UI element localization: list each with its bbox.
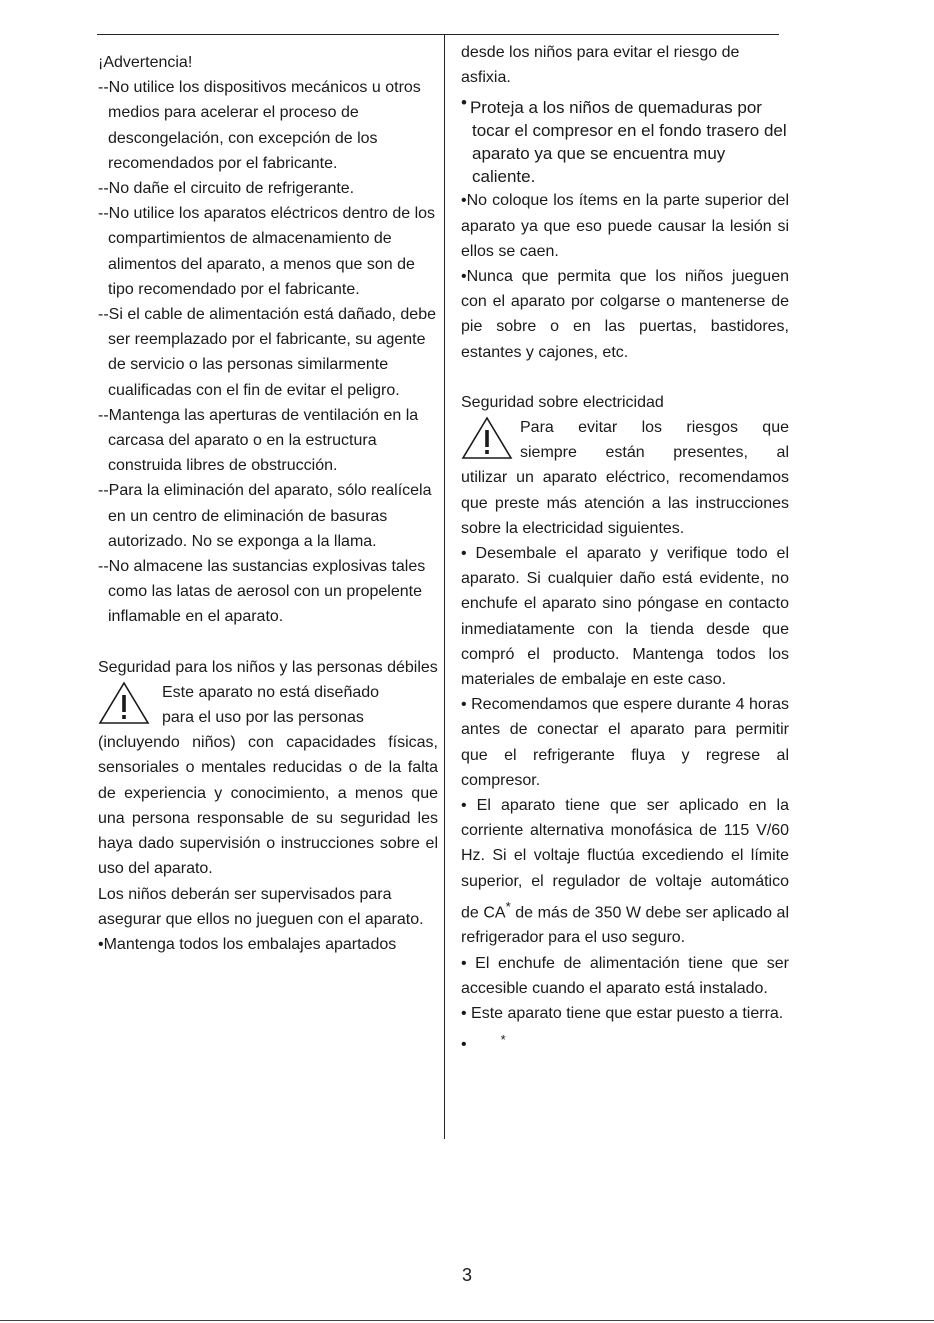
ground-bullet: • Este aparato tiene que estar puesto a tierra. xyxy=(461,1005,784,1023)
warning-triangle-icon xyxy=(98,680,150,726)
children-warning xyxy=(98,680,438,730)
warning-item: --No almacene las sustancias explosivas tales como las latas de aerosol con un propelente inflamable en el aparato. xyxy=(98,558,426,626)
electricity-warning xyxy=(461,415,789,465)
right-column xyxy=(461,40,789,1057)
footnote-star: * xyxy=(500,1032,506,1048)
burn-bullet xyxy=(461,93,789,188)
children-warning-line: Este aparato no está diseñado xyxy=(162,683,380,701)
footnote-star: * xyxy=(505,898,511,914)
warning-item: --Mantenga las aperturas de ventilación en la carcasa del aparato o en la estructura construida libres de obstrucción. xyxy=(98,406,419,475)
no-hang-bullet: •Nunca que permita que los niños jueguen con el aparato por colgarse o mantenerse de pie sobre o en las puertas, bastidores, estantes y cajones, etc. xyxy=(461,268,789,361)
wait-bullet: • Recomendamos que espere durante 4 horas antes de conectar el aparato para permitir que el refrigerante fluya y regrese al compresor. xyxy=(461,696,789,789)
bottom-rule xyxy=(0,1320,934,1321)
children-paragraph: (incluyendo niños) con capacidades físicas, sensoriales o mentales reducidas o de la falta de experiencia y conocimiento, a menos que una persona responsable de su seguridad les haya dado supervisión o instrucciones sobre el uso del aparato. xyxy=(98,734,438,878)
voltage-text: • El aparato tiene que ser aplicado en la corriente alternativa monofásica de 115 V/60 Hz. Si el voltaje fluctúa excediendo el límite superior, el regulador de voltaje automático de CA xyxy=(461,797,789,922)
packaging-continued: desde los niños para evitar el riesgo de asfixia. xyxy=(461,44,740,87)
electricity-warning-line: siempre están presentes, al xyxy=(520,444,789,462)
empty-bullet-line xyxy=(461,1032,789,1057)
warning-heading: ¡Advertencia! xyxy=(98,54,193,71)
electricity-warning-line: Para evitar los riesgos que xyxy=(520,419,789,437)
warning-item: --Si el cable de alimentación está dañado, debe ser reemplazado por el fabricante, su agente de servicio o las personas similarmente cualificadas con el fin de evitar el peligro. xyxy=(98,306,436,399)
bullet-icon: • xyxy=(461,1036,467,1054)
burn-text: Proteja a los niños de quemaduras por tocar el compresor en el fondo trasero del aparato ya que se encuentra muy caliente. xyxy=(469,98,787,187)
voltage-bullet xyxy=(461,793,789,951)
children-warning-line: para el uso por las personas xyxy=(162,709,364,727)
warning-triangle-icon xyxy=(461,415,513,461)
spacer xyxy=(461,365,789,390)
packaging-bullet: •Mantenga todos los embalajes apartados xyxy=(98,935,397,953)
unpack-bullet: • Desembale el aparato y verifique todo el aparato. Si cualquier daño está evidente, no enchufe el aparato sino póngase en contacto inmediatamente con la tienda desde que compró el producto. Mantenga todos los materiales de embalaje en este caso. xyxy=(461,545,789,689)
electricity-heading: Seguridad sobre electricidad xyxy=(461,393,664,411)
warning-item: --No utilice los aparatos eléctricos dentro de los compartimientos de almacenamiento de alimentos del aparato, a menos que son de tipo recomendado por el fabricante. xyxy=(98,205,436,298)
page-number: 3 xyxy=(461,1265,472,1285)
children-safety-heading: Seguridad para los niños y las personas débiles xyxy=(98,658,438,676)
electricity-intro: utilizar un aparato eléctrico, recomendamos que preste más atención a las instrucciones sobre la electricidad siguientes. xyxy=(461,469,789,537)
warning-item: --Para la eliminación del aparato, sólo realícela en un centro de eliminación de basuras autorizado. No se exponga a la llama. xyxy=(98,482,432,550)
warning-item: --No utilice los dispositivos mecánicos u otros medios para acelerar el proceso de descongelación, con excepción de los recomendados por el fabricante. xyxy=(98,79,421,172)
plug-bullet: • El enchufe de alimentación tiene que ser accesible cuando el aparato está instalado. xyxy=(461,954,789,997)
items-top-bullet: •No coloque los ítems en la parte superior del aparato ya que eso puede causar la lesión si ellos se caen. xyxy=(461,192,789,260)
top-rule xyxy=(97,34,779,35)
left-column xyxy=(98,50,438,957)
spacer xyxy=(98,630,438,655)
bullet-icon: • xyxy=(461,93,467,113)
voltage-text-2: de más de 350 W debe ser aplicado al refrigerador para el uso seguro. xyxy=(461,904,789,947)
supervise-paragraph: Los niños deberán ser supervisados para asegurar que ellos no jueguen con el aparato. xyxy=(98,885,424,928)
warning-item: --No dañe el circuito de refrigerante. xyxy=(98,180,355,198)
column-divider xyxy=(444,34,445,1139)
